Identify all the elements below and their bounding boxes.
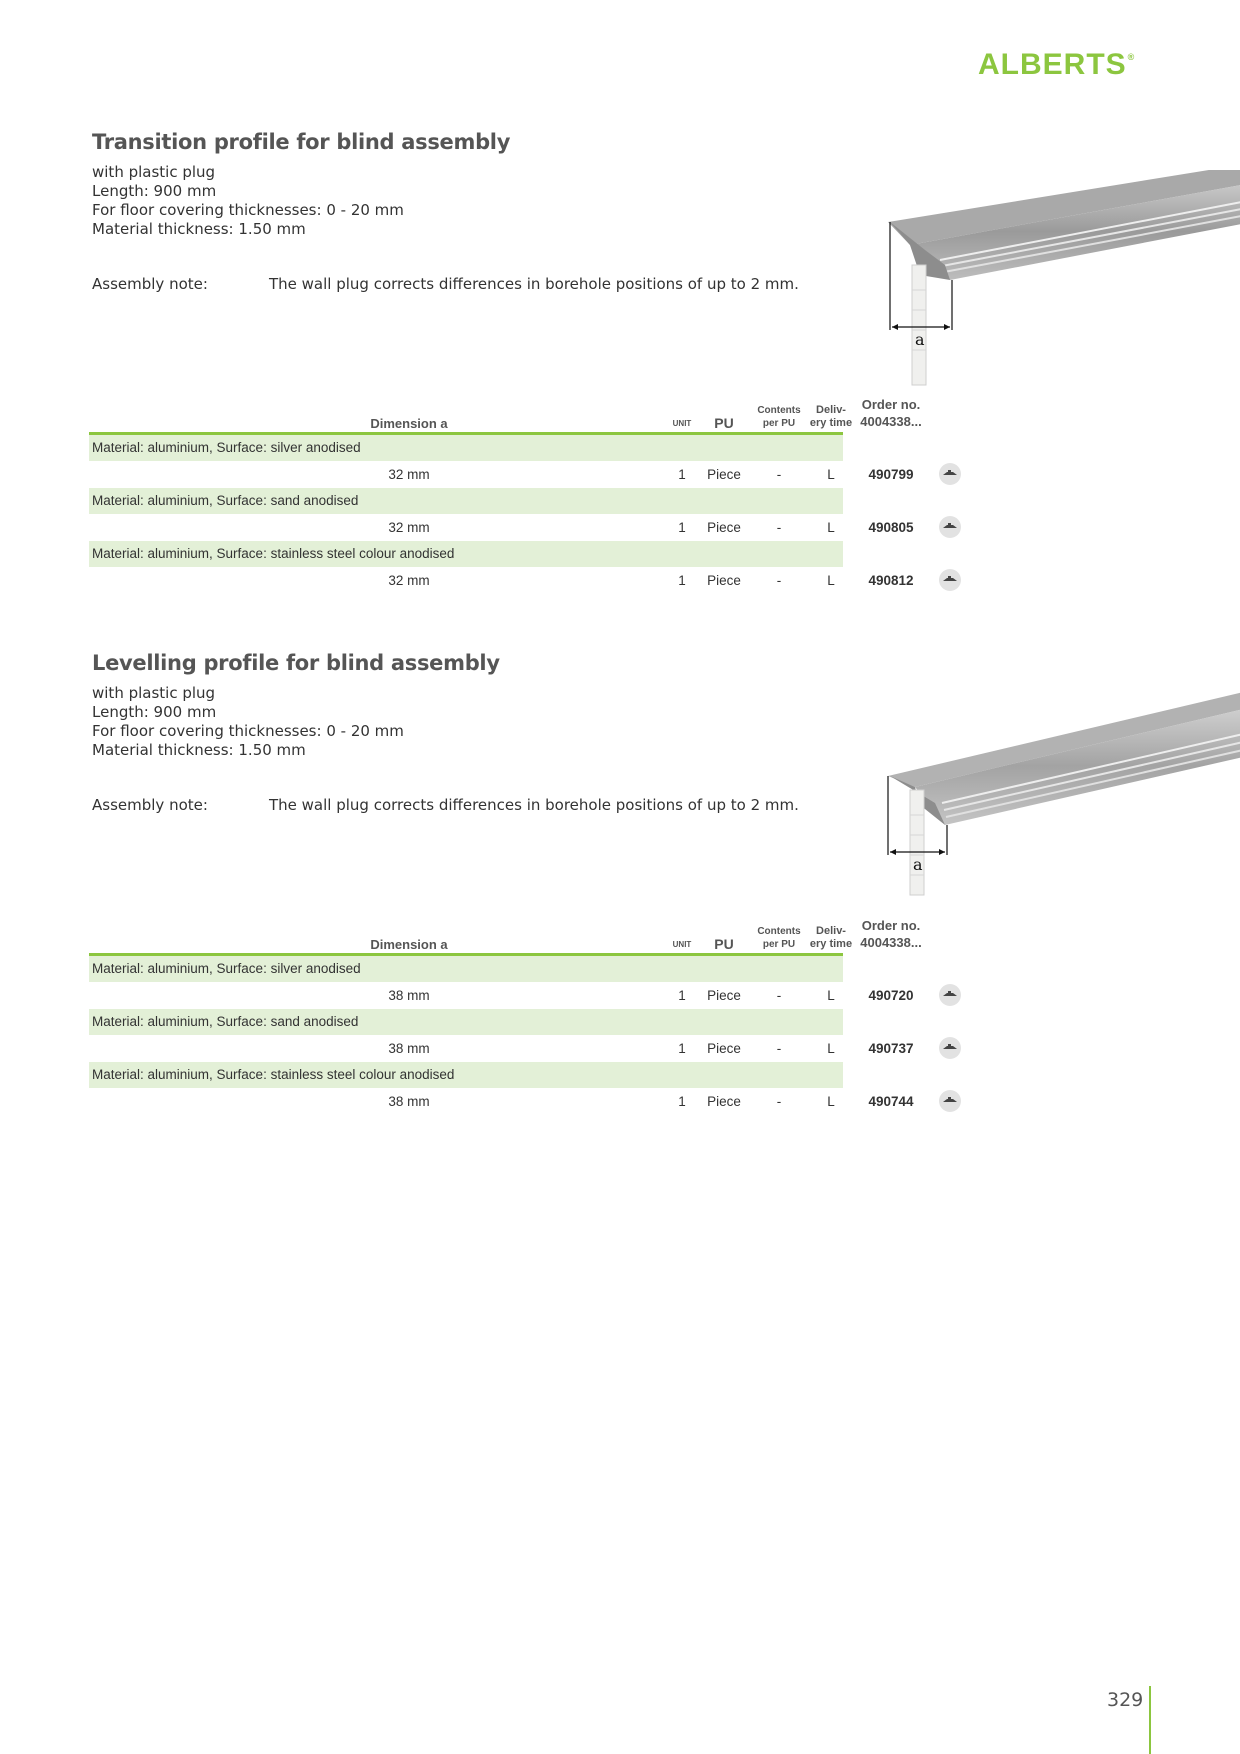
cell-contents: - — [776, 988, 782, 1003]
profile-cross-section-icon — [939, 1037, 961, 1059]
cell-dimension: 38 mm — [388, 1041, 430, 1056]
description-line: Material thickness: 1.50 mm — [92, 741, 306, 759]
material-row: Material: aluminium, Surface: sand anodised — [89, 488, 843, 514]
dimension-label: a — [913, 855, 923, 874]
product-table — [89, 392, 922, 594]
cell-unit: 1 — [678, 1041, 686, 1056]
cell-pu: Piece — [707, 988, 741, 1003]
material-row: Material: aluminium, Surface: sand anodised — [89, 1009, 843, 1035]
profile-cross-section-icon — [939, 984, 961, 1006]
header-dimension: Dimension a — [370, 937, 448, 952]
profile-cross-section-icon — [939, 1090, 961, 1112]
assembly-note-label: Assembly note: — [92, 796, 208, 814]
product-section-transition — [92, 130, 1152, 588]
description-line: with plastic plug — [92, 684, 216, 702]
header-delivery: Deliv- ery time — [809, 404, 853, 429]
dimension-label: a — [915, 330, 925, 349]
material-row: Material: aluminium, Surface: silver anodised — [89, 956, 843, 982]
profile-cross-section-icon — [939, 463, 961, 485]
cell-order-no: 490799 — [868, 467, 914, 482]
cell-unit: 1 — [678, 467, 686, 482]
cell-delivery: L — [827, 573, 835, 588]
description-line: Length: 900 mm — [92, 182, 217, 200]
material-row: Material: aluminium, Surface: stainless steel colour anodised — [89, 541, 843, 567]
table-header — [89, 392, 922, 435]
header-contents: Contents per PU — [757, 405, 801, 429]
assembly-note-text: The wall plug corrects differences in borehole positions of up to 2 mm. — [269, 796, 799, 814]
cell-contents: - — [776, 520, 782, 535]
header-delivery: Deliv- ery time — [809, 925, 853, 950]
cell-pu: Piece — [707, 520, 741, 535]
cell-delivery: L — [827, 520, 835, 535]
cell-order-no: 490720 — [868, 988, 914, 1003]
header-unit: UNIT — [672, 940, 692, 949]
cell-pu: Piece — [707, 1094, 741, 1109]
header-pu: PU — [714, 936, 734, 952]
cell-contents: - — [776, 1094, 782, 1109]
cell-unit: 1 — [678, 520, 686, 535]
cell-delivery: L — [827, 988, 835, 1003]
cell-order-no: 490744 — [868, 1094, 914, 1109]
description-line: Length: 900 mm — [92, 703, 217, 721]
header-order: Order no. 4004338... — [860, 397, 922, 429]
cell-contents: - — [776, 467, 782, 482]
cell-dimension: 38 mm — [388, 988, 430, 1003]
cell-pu: Piece — [707, 1041, 741, 1056]
table-row — [89, 982, 919, 1009]
table-row — [89, 1088, 919, 1115]
description-line: For floor covering thicknesses: 0 - 20 mm — [92, 201, 404, 219]
cell-dimension: 32 mm — [388, 467, 430, 482]
section-title: Levelling profile for blind assembly — [92, 651, 500, 675]
cell-delivery: L — [827, 1041, 835, 1056]
table-row — [89, 1035, 919, 1062]
cell-order-no: 490737 — [868, 1041, 914, 1056]
cell-contents: - — [776, 1041, 782, 1056]
description-line: Material thickness: 1.50 mm — [92, 220, 306, 238]
assembly-note-label: Assembly note: — [92, 275, 208, 293]
table-row — [89, 567, 919, 594]
cell-pu: Piece — [707, 467, 741, 482]
header-unit: UNIT — [672, 419, 692, 428]
product-table — [89, 913, 922, 1115]
product-section-levelling — [92, 651, 1152, 1109]
header-order: Order no. 4004338... — [860, 918, 922, 950]
transition-profile-image — [880, 170, 1240, 405]
cell-delivery: L — [827, 467, 835, 482]
header-pu: PU — [714, 415, 734, 431]
assembly-note-text: The wall plug corrects differences in borehole positions of up to 2 mm. — [269, 275, 799, 293]
table-row — [89, 461, 919, 488]
cell-pu: Piece — [707, 573, 741, 588]
description-line: For floor covering thicknesses: 0 - 20 mm — [92, 722, 404, 740]
description-line: with plastic plug — [92, 163, 216, 181]
cell-dimension: 38 mm — [388, 1094, 430, 1109]
cell-contents: - — [776, 573, 782, 588]
page-number-bar — [1149, 1686, 1151, 1754]
section-title: Transition profile for blind assembly — [92, 130, 511, 154]
cell-unit: 1 — [678, 573, 686, 588]
cell-delivery: L — [827, 1094, 835, 1109]
cell-dimension: 32 mm — [388, 573, 430, 588]
header-contents: Contents per PU — [757, 926, 801, 950]
levelling-profile-image — [880, 685, 1240, 900]
material-row: Material: aluminium, Surface: stainless steel colour anodised — [89, 1062, 843, 1088]
cell-order-no: 490812 — [868, 573, 914, 588]
table-header — [89, 913, 922, 956]
cell-dimension: 32 mm — [388, 520, 430, 535]
brand-logo: ALBERTS® — [978, 48, 1136, 81]
cell-unit: 1 — [678, 988, 686, 1003]
table-row — [89, 514, 919, 541]
profile-cross-section-icon — [939, 569, 961, 591]
cell-order-no: 490805 — [868, 520, 914, 535]
page-number: 329 — [1107, 1689, 1144, 1711]
header-dimension: Dimension a — [370, 416, 448, 431]
profile-cross-section-icon — [939, 516, 961, 538]
cell-unit: 1 — [678, 1094, 686, 1109]
material-row: Material: aluminium, Surface: silver anodised — [89, 435, 843, 461]
